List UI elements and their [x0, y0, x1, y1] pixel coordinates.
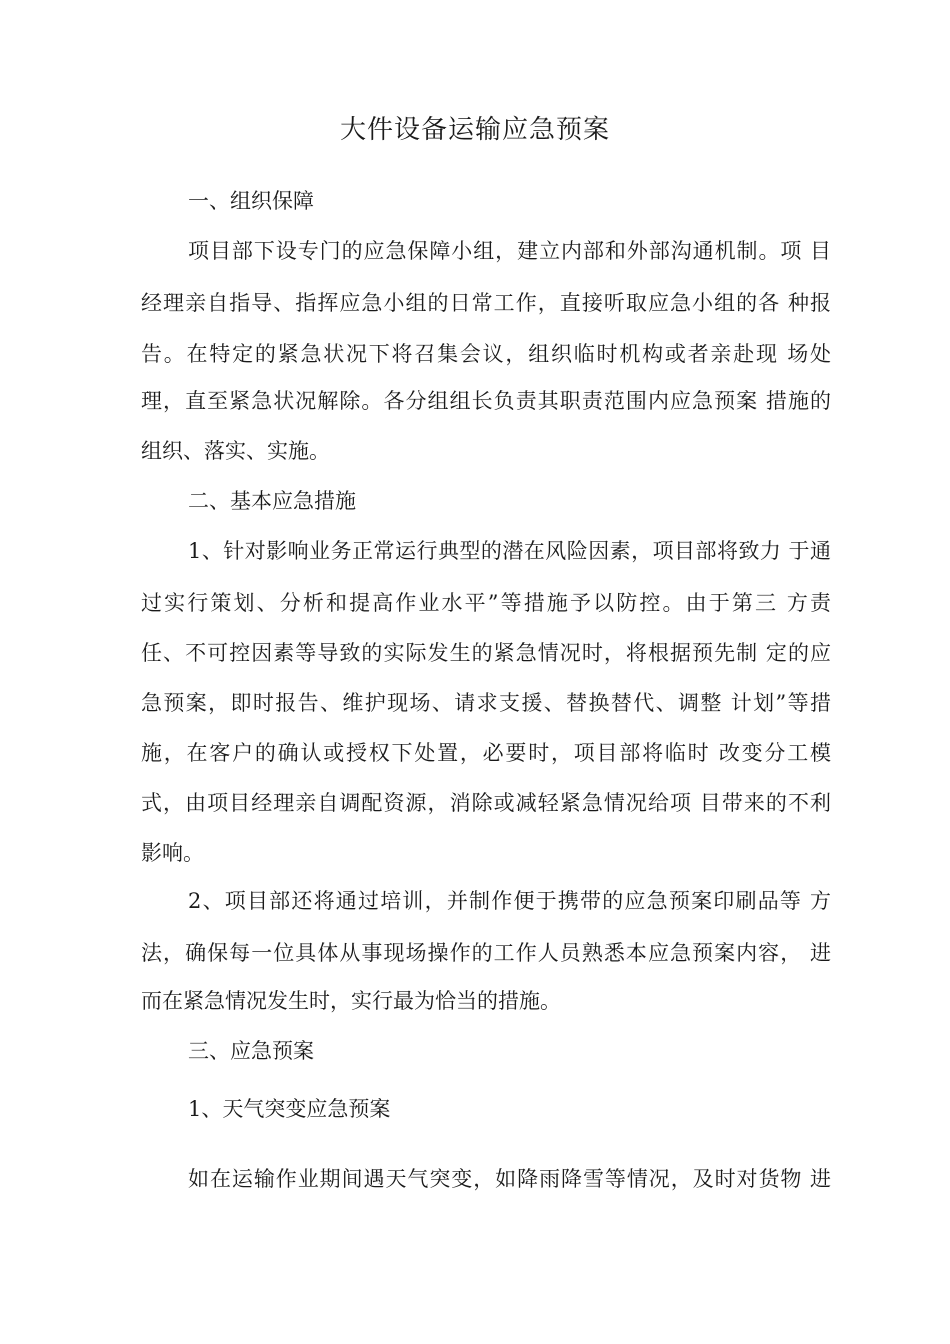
- section-heading-organization: 一、组织保障: [188, 189, 314, 213]
- paragraph-line: 过实行策划、分析和提高作业水平”等措施予以防控。由于第三 方责: [141, 591, 831, 615]
- subheading-weather: 1、天气突变应急预案: [188, 1097, 391, 1121]
- paragraph-line: 经理亲自指导、指挥应急小组的日常工作，直接听取应急小组的各 种报: [141, 291, 831, 315]
- paragraph-line: 任、不可控因素等导致的实际发生的紧急情况时，将根据预先制 定的应: [141, 641, 831, 665]
- paragraph-line: 1、针对影响业务正常运行典型的潜在风险因素，项目部将致力 于通: [188, 539, 831, 563]
- paragraph-line: 急预案，即时报告、维护现场、请求支援、替换替代、调整 计划”等措: [141, 691, 831, 715]
- paragraph-line: 而在紧急情况发生时，实行最为恰当的措施。: [141, 989, 561, 1013]
- section-heading-emergency-plan: 三、应急预案: [188, 1039, 314, 1063]
- paragraph-line: 如在运输作业期间遇天气突变，如降雨降雪等情况，及时对货物 进: [188, 1167, 831, 1191]
- paragraph-line: 告。在特定的紧急状况下将召集会议，组织临时机构或者亲赴现 场处: [141, 342, 831, 366]
- document-title: 大件设备运输应急预案: [339, 115, 610, 145]
- section-heading-basic-measures: 二、基本应急措施: [188, 489, 356, 513]
- paragraph-line: 式，由项目经理亲自调配资源，消除或减轻紧急情况给项 目带来的不利: [141, 791, 831, 815]
- paragraph-line: 施，在客户的确认或授权下处置，必要时，项目部将临时 改变分工模: [141, 741, 831, 765]
- paragraph-line: 组织、落实、实施。: [141, 439, 330, 463]
- paragraph-line: 2、项目部还将通过培训，并制作便于携带的应急预案印刷品等 方: [188, 889, 831, 913]
- paragraph-line: 影响。: [141, 841, 204, 865]
- paragraph-line: 理，直至紧急状况解除。各分组组长负责其职责范围内应急预案 措施的: [141, 389, 831, 413]
- paragraph-line: 法，确保每一位具体从事现场操作的工作人员熟悉本应急预案内容， 进: [141, 941, 831, 965]
- paragraph-line: 项目部下设专门的应急保障小组，建立内部和外部沟通机制。项 目: [188, 239, 831, 263]
